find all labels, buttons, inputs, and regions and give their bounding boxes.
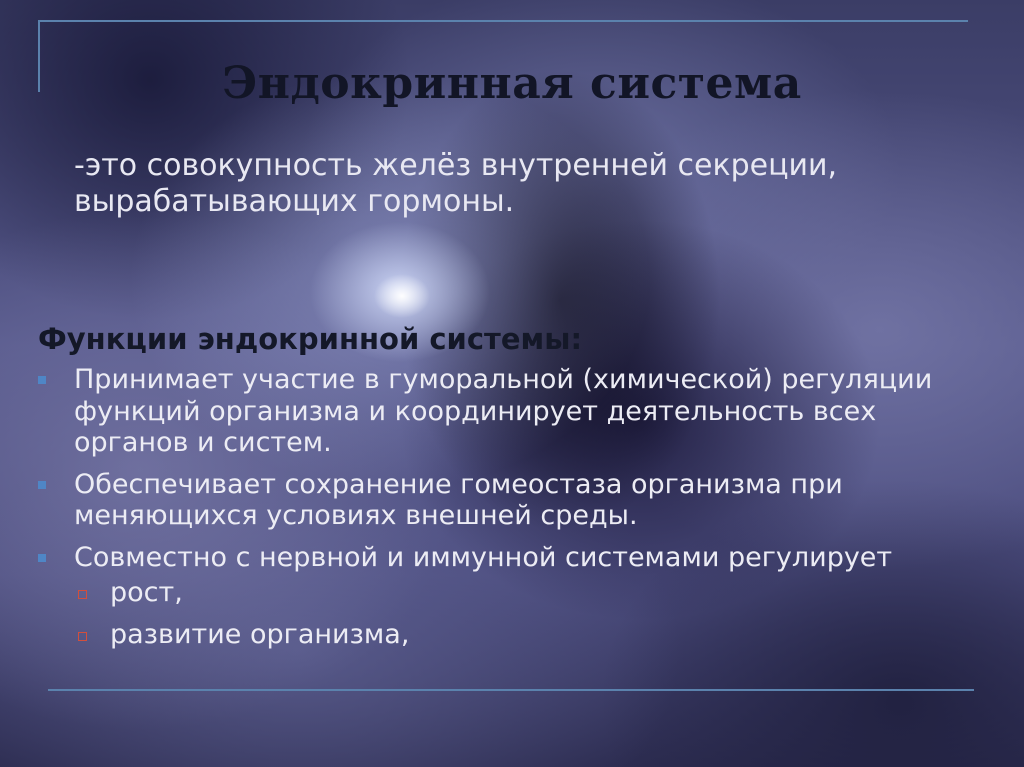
top-rule	[38, 20, 968, 22]
functions-list	[38, 364, 988, 660]
function-item-text: Принимает участие в гуморальной (химической) регуляции функций организма и координирует деятельность всех органов и систем.	[74, 364, 933, 458]
function-sub-list	[74, 577, 988, 650]
definition-text: -это совокупность желёз внутренней секреции, вырабатывающих гормоны.	[74, 148, 838, 219]
bottom-rule	[48, 689, 974, 691]
function-item	[38, 364, 988, 459]
filled-square-bullet-icon	[38, 554, 46, 562]
function-item	[38, 542, 988, 651]
filled-square-bullet-icon	[38, 481, 46, 489]
filled-square-bullet-icon	[38, 376, 46, 384]
function-item-text: Совместно с нервной и иммунной системами регулирует	[74, 541, 893, 573]
function-item	[38, 469, 988, 532]
hollow-square-bullet-icon	[78, 632, 87, 641]
function-sub-item-text: развитие организма,	[110, 618, 410, 650]
function-item-text: Обеспечивает сохранение гомеостаза организма при меняющихся условиях внешней среды.	[74, 468, 843, 531]
functions-heading: Функции эндокринной системы:	[38, 322, 583, 356]
function-sub-item-text: рост,	[110, 577, 183, 608]
hollow-square-bullet-icon	[78, 590, 87, 599]
function-sub-item	[74, 577, 988, 609]
function-sub-item	[74, 619, 988, 651]
slide-title: Эндокринная система	[222, 58, 802, 109]
